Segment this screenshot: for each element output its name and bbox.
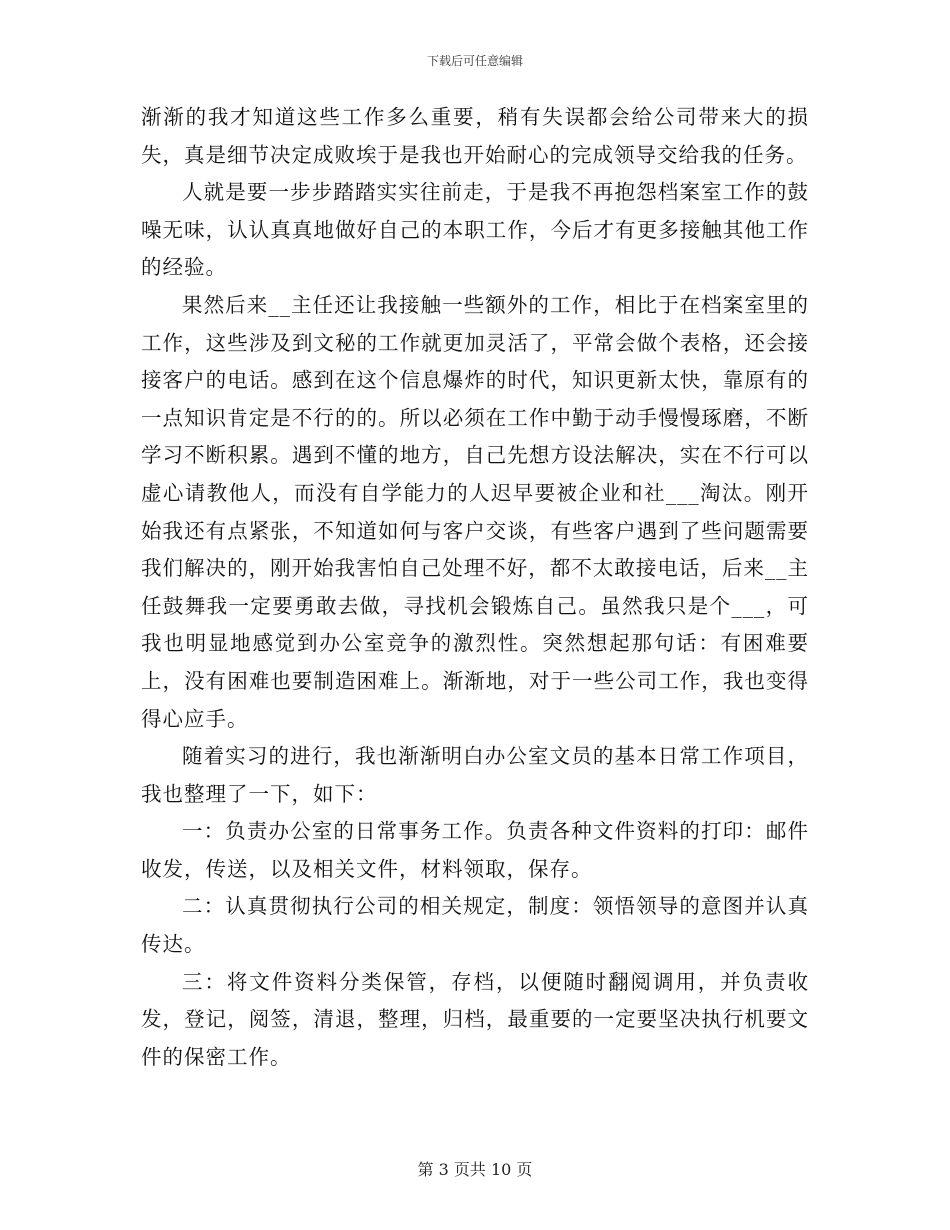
list-item-paragraph: 一：负责办公室的日常事务工作。负责各种文件资料的打印：邮件收发，传送，以及相关文件，材料领取，保存。: [141, 819, 809, 881]
list-item-paragraph: 三：将文件资料分类保管，存档，以便随时翻阅调用，并负责收发，登记，阅签，清退，整理，归档，最重要的一定要坚决执行机要文件的保密工作。: [141, 969, 809, 1069]
paragraph: 果然后来__主任还让我接触一些额外的工作，相比于在档案室里的工作，这些涉及到文秘的工作就更加灵活了，平常会做个表格，还会接接客户的电话。感到在这个信息爆炸的时代，知识更新太快，靠原有的一点知识肯定是不行的的。所以必须在工作中勤于动手慢慢琢磨，不断学习不断积累。遇到不懂的地方，自己先想方设法解决，实在不行可以虚心请教他人，而没有自学能力的人迟早要被企业和社___淘汰。刚开始我还有点紧张，不知道如何与客户交谈，有些客户遇到了些问题需要我们解决的，刚开始我害怕自己处理不好，都不太敢接电话，后来__主任鼓舞我一定要勇敢去做，寻找机会锻炼自己。虽然我只是个___，可我也明显地感觉到办公室竞争的激烈性。突然想起那句话：有困难要上，没有困难也要制造困难上。渐渐地，对于一些公司工作，我也变得得心应手。: [141, 292, 809, 731]
list-item-paragraph: 二：认真贯彻执行公司的相关规定，制度：领悟领导的意图并认真传达。: [141, 894, 809, 957]
paragraph: 随着实习的进行，我也渐渐明白办公室文员的基本日常工作项目，我也整理了一下，如下：: [141, 744, 809, 806]
page-header: 下载后可任意编辑: [426, 54, 523, 68]
page-number-footer: 第 3 页共 10 页: [417, 1160, 533, 1179]
paragraph-continuation: 渐渐的我才知道这些工作多么重要，稍有失误都会给公司带来大的损失，真是细节决定成败埃于是我也开始耐心的完成领导交给我的任务。: [141, 105, 809, 167]
paragraph: 人就是要一步步踏踏实实往前走，于是我不再抱怨档案室工作的鼓噪无味，认认真真地做好自己的本职工作，今后才有更多接触其他工作的经验。: [141, 180, 809, 280]
document-body: [141, 99, 809, 1076]
